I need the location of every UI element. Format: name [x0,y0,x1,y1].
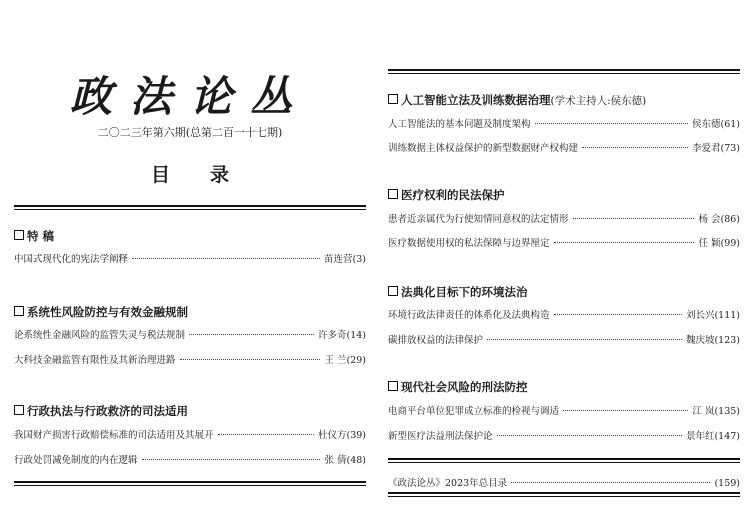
section-title: 人工智能立法及训练数据治理(学术主持人:侯东德) [388,92,646,108]
entry-author: 杨 会 [698,214,721,225]
leader-dots [218,434,314,435]
entry-page: (159) [714,478,740,489]
entry-page: (99) [720,238,740,249]
leader-dots [180,359,321,360]
leader-dots [497,435,682,436]
toc-heading: 目录 [150,164,269,186]
section-title: 特 稿 [14,228,54,244]
entry-title: 大科技金融监管有限性及其新治理进路 [14,355,176,366]
entry-title: 患者近亲属代为行使知情同意权的法定情形 [388,214,569,225]
entry-author: 杜仪方 [317,430,347,441]
entry-author: 刘长兴 [685,310,715,321]
entry-title: 我国财产损害行政赔偿标准的司法适用及其展开 [14,430,214,441]
entry-title: 中国式现代化的宪法学阐释 [14,254,129,265]
checkbox-square-icon [388,286,398,296]
annual-index-entry[interactable] [388,475,740,489]
issue-info: 二〇二三年第六期(总第二百一十七期) [97,126,283,139]
leader-dots [573,218,695,219]
entry-author: 许多奇 [317,330,347,341]
entry-page: (48) [346,455,366,466]
leader-dots [554,314,682,315]
entry-title: 碳排放权益的法律保护 [388,335,484,346]
double-rule [14,205,366,210]
entry-page: (73) [720,143,740,154]
toc-entry[interactable] [388,307,740,321]
leader-dots [511,482,710,483]
entry-author: 李爱君 [691,143,721,154]
leader-dots [582,147,688,148]
entry-page: (61) [720,119,740,130]
toc-entry[interactable] [14,251,366,265]
section-title: 法典化目标下的环境法治 [388,284,528,300]
double-rule [388,492,740,497]
entry-page: (86) [720,214,740,225]
leader-dots [535,123,688,124]
left-column [14,0,366,526]
leader-dots [132,258,320,259]
entry-title: 环境行政法律责任的体系化及法典构造 [388,310,550,321]
entry-title: 《政法论丛》2023年总目录 [388,478,508,489]
toc-entry[interactable] [388,428,740,442]
toc-entry[interactable] [388,235,740,249]
double-rule [388,458,740,463]
entry-author: 苗连营 [324,254,353,265]
section-title: 医疗权利的民法保护 [388,187,505,203]
entry-page: (39) [346,430,366,441]
toc-entry[interactable] [388,332,740,346]
entry-author: 江 岚 [692,406,715,417]
entry-author: 王 兰 [324,355,347,366]
toc-entry[interactable] [388,140,740,154]
leader-dots [554,242,695,243]
academic-host: (学术主持人:侯东德) [550,95,647,107]
entry-title: 人工智能法的基本问题及制度架构 [388,119,531,130]
entry-title: 新型医疗法益刑法保护论 [388,431,493,442]
entry-author: 任 颖 [698,238,721,249]
double-rule [388,69,740,74]
toc-entry[interactable] [388,211,740,225]
entry-page: (3) [352,254,366,265]
entry-page: (135) [714,406,740,417]
section-title: 行政执法与行政救济的司法适用 [14,403,188,419]
section-title: 系统性风险防控与有效金融规制 [14,304,188,320]
toc-entry[interactable] [14,352,366,366]
entry-page: (147) [714,431,740,442]
toc-entry[interactable] [388,403,740,417]
section-title: 现代社会风险的刑法防控 [388,379,528,395]
entry-title: 行政处罚减免制度的内在逻辑 [14,455,138,466]
leader-dots [189,334,314,335]
entry-title: 论系统性金融风险的监管失灵与税法规制 [14,330,186,341]
toc-entry[interactable] [14,427,366,441]
entry-title: 医疗数据使用权的私法保障与边界厘定 [388,238,550,249]
entry-page: (111) [714,310,740,321]
checkbox-square-icon [388,381,398,391]
checkbox-square-icon [388,94,398,104]
double-rule [14,481,366,486]
entry-page: (29) [346,355,366,366]
entry-author: 景年红 [685,431,715,442]
checkbox-square-icon [14,405,24,415]
journal-masthead: 政法论丛 [69,72,310,121]
entry-author: 张 倩 [324,455,347,466]
toc-entry[interactable] [14,327,366,341]
leader-dots [563,410,688,411]
checkbox-square-icon [14,230,24,240]
entry-author: 魏庆坡 [685,335,715,346]
checkbox-square-icon [14,306,24,316]
entry-page: (123) [714,335,740,346]
entry-title: 电商平台单位犯罪成立标准的检视与调适 [388,406,560,417]
right-column [388,0,740,526]
toc-entry[interactable] [388,116,740,130]
entry-title: 训练数据主体权益保护的新型数据财产权构建 [388,143,579,154]
leader-dots [142,459,321,460]
entry-author: 侯东德 [691,119,721,130]
entry-page: (14) [346,330,366,341]
leader-dots [487,339,682,340]
checkbox-square-icon [388,189,398,199]
toc-entry[interactable] [14,452,366,466]
